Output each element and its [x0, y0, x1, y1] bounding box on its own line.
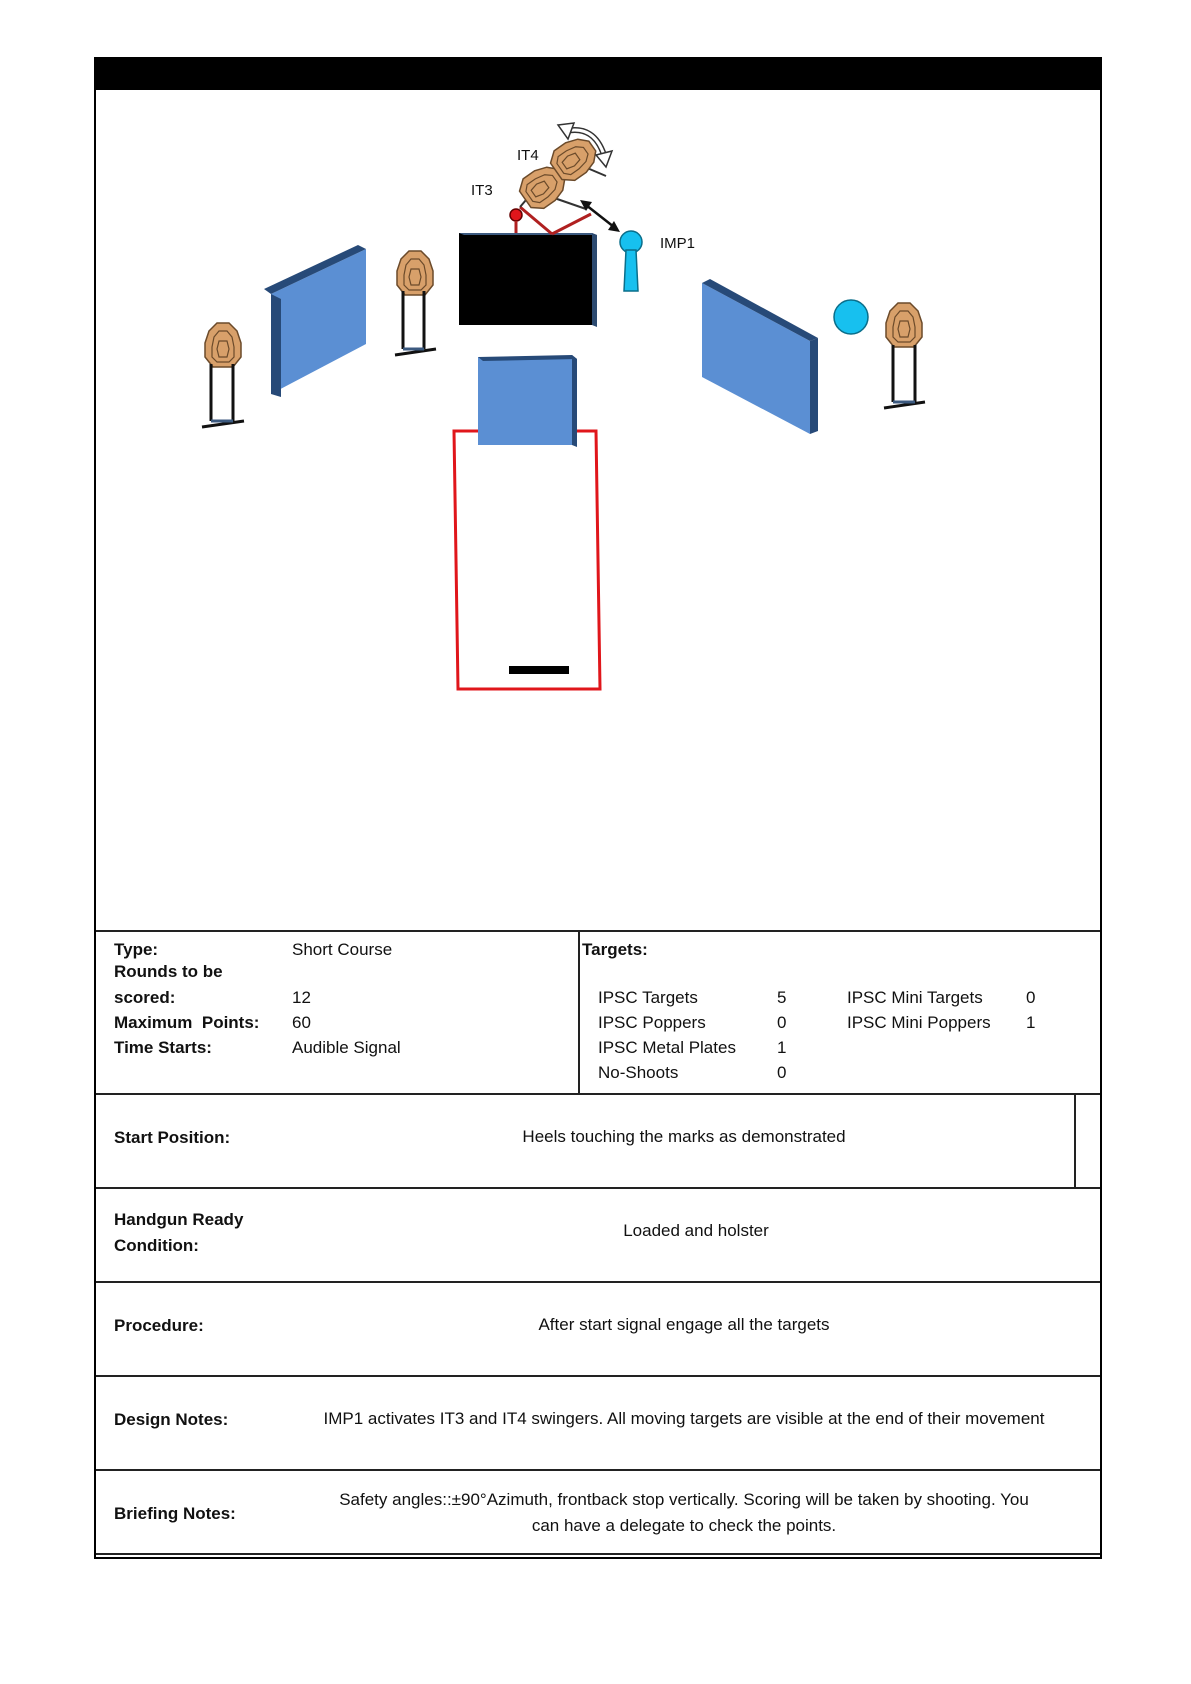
mini-popper-imp1 — [620, 231, 642, 291]
ipsc-target-left — [202, 323, 244, 427]
divider — [96, 1281, 1100, 1283]
divider — [96, 1553, 1100, 1555]
type-label: Type: — [114, 940, 159, 959]
start-mark — [509, 666, 569, 674]
target-name: IPSC Metal Plates — [598, 1038, 736, 1057]
rounds-value: 12 — [292, 988, 311, 1007]
target-name: IPSC Mini Targets — [847, 988, 983, 1007]
ready-condition-value: Loaded and holster — [623, 1221, 769, 1240]
start-position-label: Start Position: — [114, 1128, 231, 1147]
label-it3: IT3 — [471, 182, 493, 199]
type-value: Short Course — [292, 940, 393, 959]
design-notes-label: Design Notes: — [114, 1410, 229, 1429]
briefing-notes-label: Briefing Notes: — [114, 1504, 236, 1523]
stage-sheet — [94, 57, 1102, 1559]
target-count: 1 — [777, 1038, 787, 1057]
briefing-notes-value-line2: can have a delegate to check the points. — [531, 1516, 837, 1535]
target-name: IPSC Poppers — [598, 1013, 706, 1032]
divider-vertical — [578, 930, 580, 1093]
target-count: 0 — [777, 1013, 787, 1032]
rounds-label-line2: scored: — [114, 988, 176, 1007]
max-points-value: 60 — [292, 1013, 311, 1032]
barricade-left — [264, 245, 366, 397]
ipsc-target-right — [884, 303, 925, 408]
divider-vertical — [1074, 1093, 1076, 1187]
divider — [96, 1187, 1100, 1189]
time-starts-value: Audible Signal — [292, 1038, 401, 1057]
target-count: 5 — [777, 988, 787, 1007]
briefing-notes-value-line1: Safety angles::±90°Azimuth, frontback stop vertically. Scoring will be taken by shooting. You — [339, 1490, 1029, 1509]
procedure-value: After start signal engage all the targets — [538, 1315, 830, 1334]
metal-plate — [834, 300, 868, 334]
divider — [96, 1375, 1100, 1377]
target-name: No-Shoots — [598, 1063, 679, 1082]
black-wall — [459, 233, 597, 327]
design-notes-value: IMP1 activates IT3 and IT4 swingers. All moving targets are visible at the end of their movement — [323, 1409, 1045, 1428]
stage-diagram — [96, 59, 1100, 929]
label-it4: IT4 — [517, 147, 539, 164]
target-count: 1 — [1026, 1013, 1036, 1032]
barricade-front — [478, 355, 577, 447]
rounds-label-line1: Rounds to be — [114, 962, 223, 981]
target-count: 0 — [1026, 988, 1036, 1007]
label-imp1: IMP1 — [660, 235, 696, 252]
divider — [96, 1093, 1100, 1095]
barricade-right — [702, 279, 818, 434]
procedure-label: Procedure: — [114, 1316, 204, 1335]
start-position-value: Heels touching the marks as demonstrated — [522, 1127, 846, 1146]
targets-heading: Targets: — [582, 940, 648, 959]
target-name: IPSC Targets — [598, 988, 698, 1007]
divider — [96, 1469, 1100, 1471]
max-points-label: Maximum Points: — [114, 1013, 260, 1032]
target-name: IPSC Mini Poppers — [847, 1013, 991, 1032]
divider — [96, 930, 1100, 932]
target-count: 0 — [777, 1063, 787, 1082]
time-starts-label: Time Starts: — [114, 1038, 212, 1057]
shooting-area — [454, 431, 600, 689]
ready-condition-label-line1: Handgun Ready — [114, 1210, 244, 1229]
ipsc-target-center-left — [395, 251, 436, 355]
ready-condition-label-line2: Condition: — [114, 1236, 199, 1255]
